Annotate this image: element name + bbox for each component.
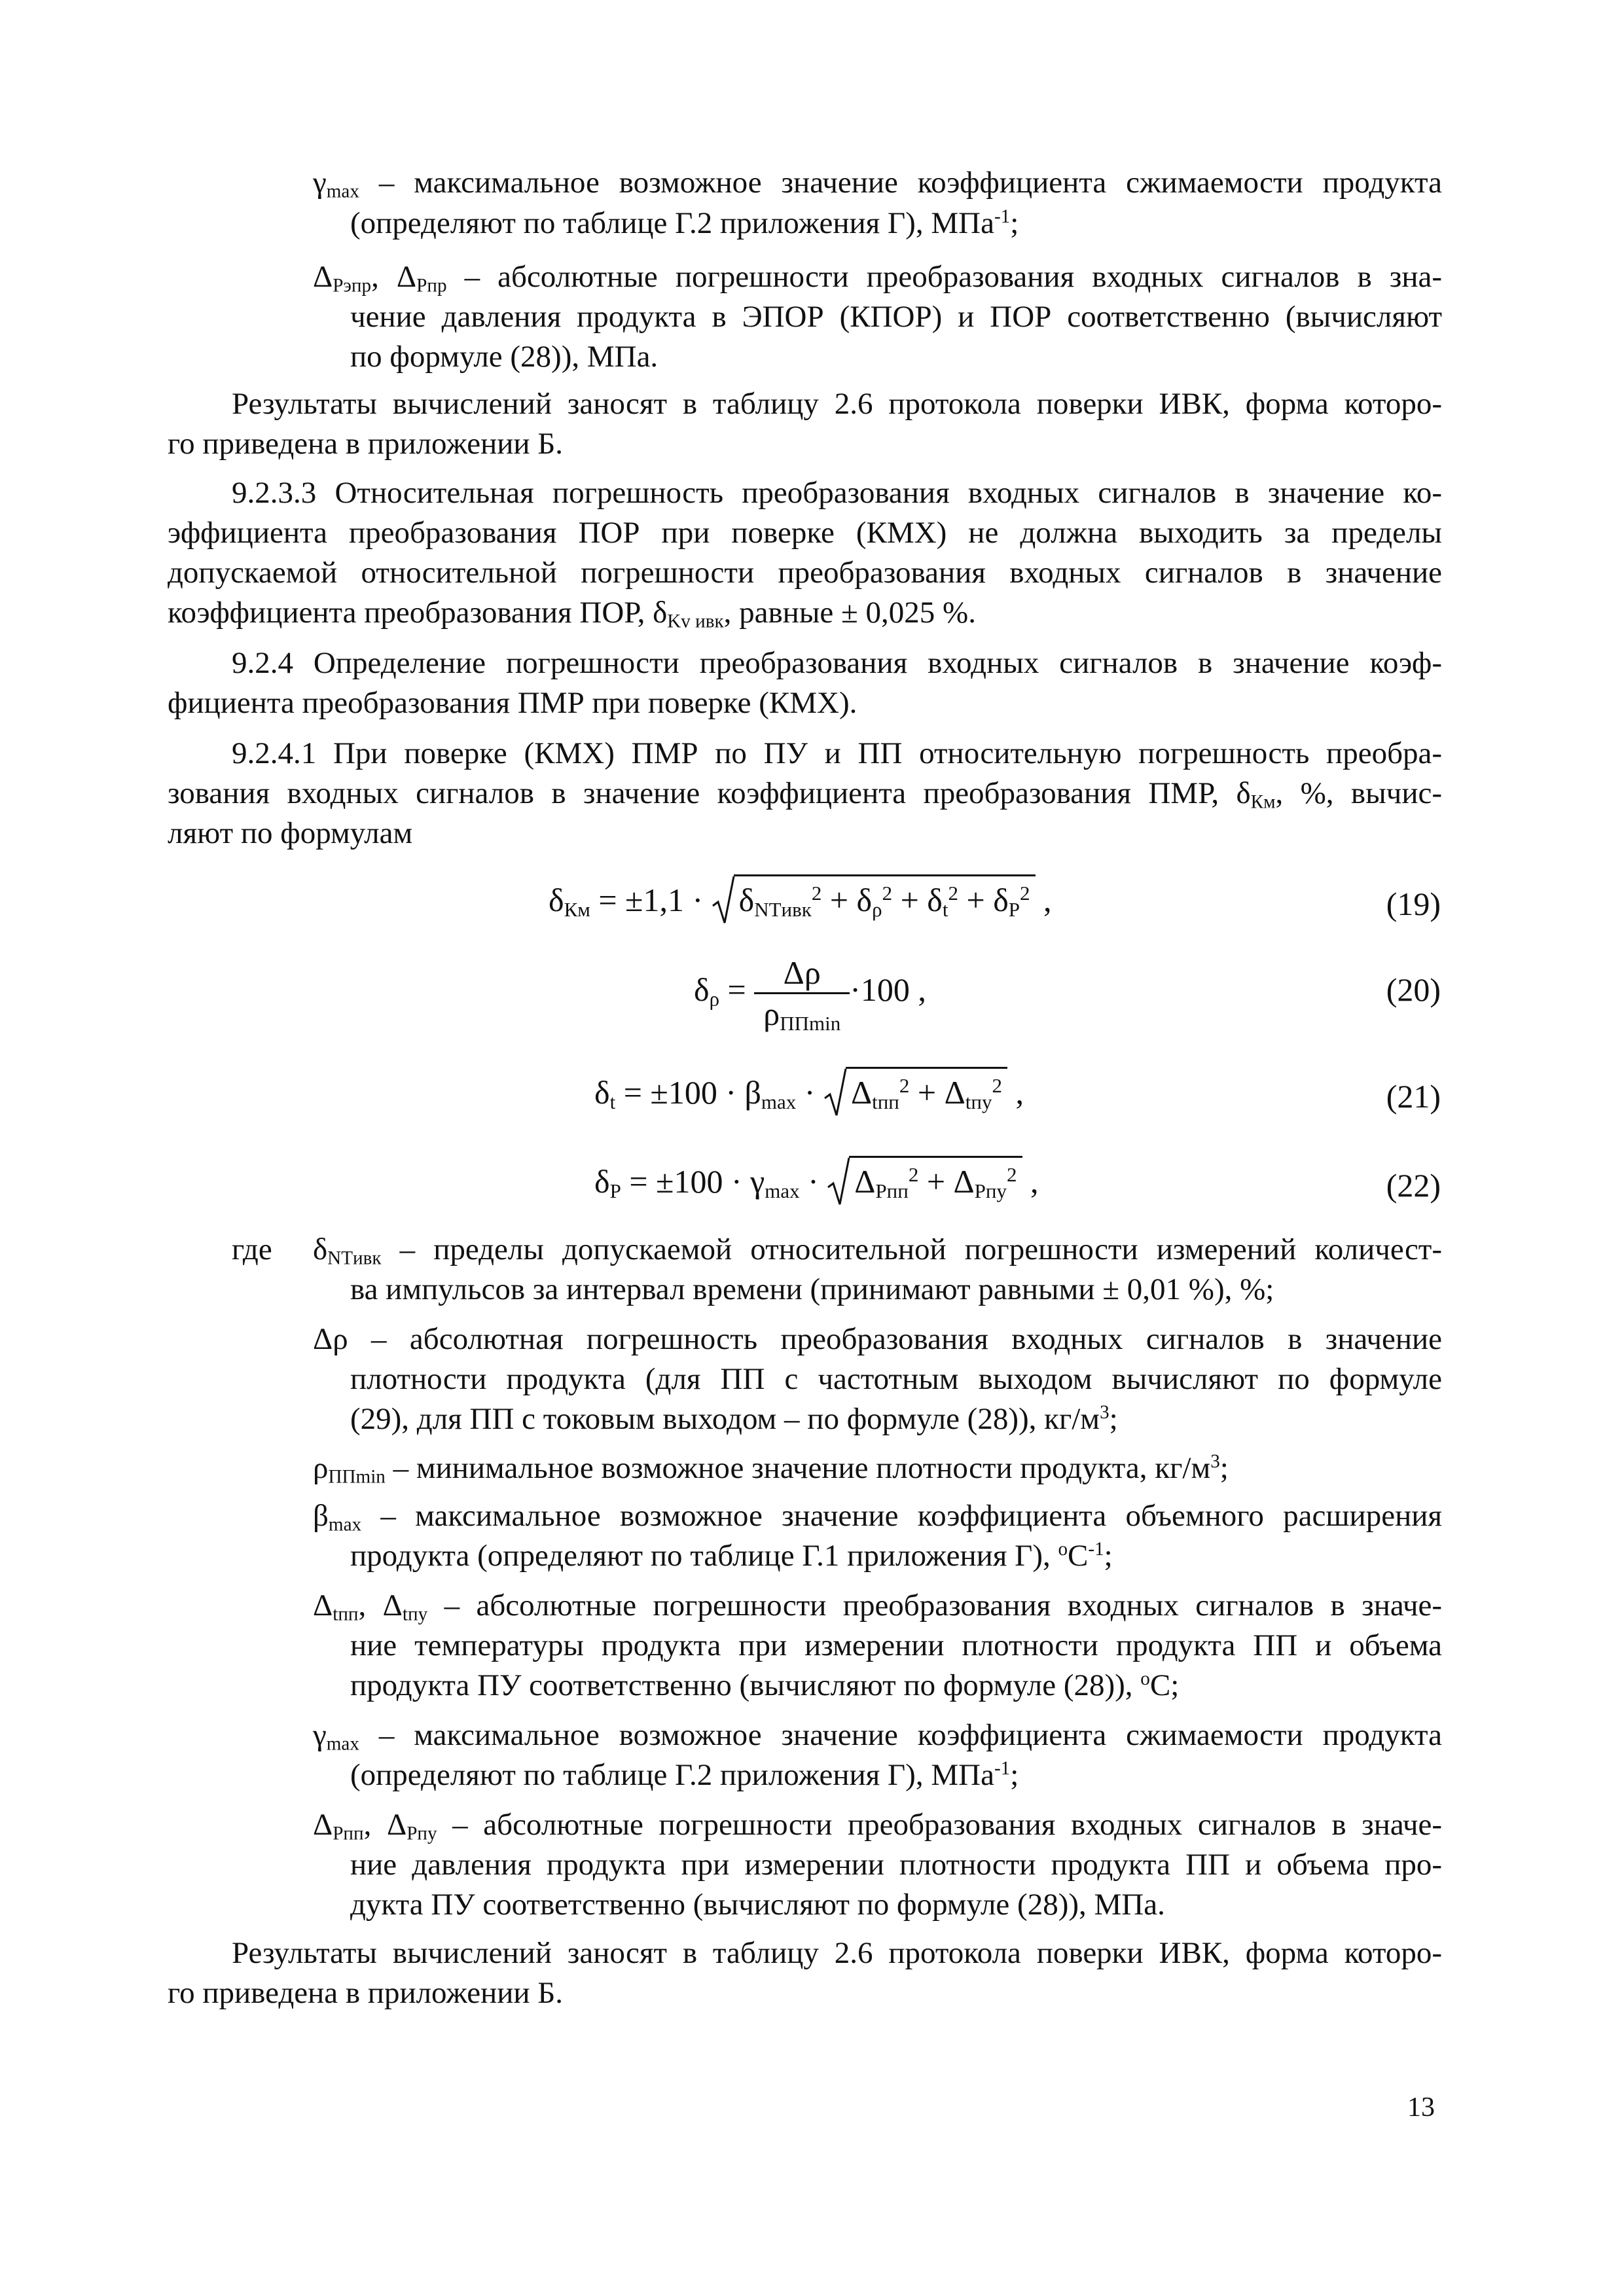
definition-delta-p-2-line-2: ние давления продукта при измерении плотности продукта ПП и объема про- bbox=[350, 1848, 1442, 1882]
subscript: max bbox=[761, 1090, 797, 1113]
text: зования входных сигналов в значение коэффициента преобразования ПМР, δ bbox=[168, 776, 1251, 810]
definition-delta-rho-line-2: плотности продукта (для ПП с частотным выходом вычисляют по формуле bbox=[350, 1362, 1442, 1396]
text: – абсолютные погрешности преобразования входных сигналов в значе- bbox=[437, 1808, 1442, 1842]
definition-delta-nt-line-2: ва импульсов за интервал времени (принимают равными ± 0,01 %), %; bbox=[350, 1272, 1274, 1306]
equation-20-number: (20) bbox=[1386, 971, 1441, 1008]
definition-rho-min bbox=[313, 1448, 1442, 1488]
subscript: max bbox=[326, 1733, 359, 1755]
subscript: P bbox=[609, 1179, 621, 1202]
text: , %, вычис- bbox=[1275, 776, 1442, 810]
equation-19 bbox=[549, 874, 1052, 920]
definition-gamma-line-1 bbox=[313, 162, 1442, 203]
results-paragraph-final-line-1: Результаты вычислений заносят в таблицу 2.6 протокола поверки ИВК, форма которо- bbox=[232, 1936, 1442, 1970]
section-9-2-3-3-line-3: допускаемой относительной погрешности преобразования входных сигналов в значение bbox=[168, 556, 1442, 590]
definition-delta-t-line-3 bbox=[350, 1665, 1442, 1706]
text: ; bbox=[1219, 1451, 1229, 1485]
definition-delta-p-2-line-3: дукта ПУ соответственно (вычисляют по формуле (28)), МПа. bbox=[350, 1888, 1165, 1922]
text: , bbox=[1035, 882, 1052, 918]
section-9-2-4-1-line-1: 9.2.4.1 При поверке (КМХ) ПМР по ПУ и ПП относительную погрешность преобра- bbox=[232, 736, 1442, 770]
equation-21-number: (21) bbox=[1386, 1078, 1441, 1115]
superscript: 3 bbox=[1210, 1450, 1220, 1472]
fraction: $\frac{\Delta\rho}{\rho_{ППmin}}$ bbox=[754, 953, 850, 1033]
definition-delta-t-line-1 bbox=[313, 1585, 1442, 1626]
text: продукта ПУ соответственно (вычисляют по формуле (28)), bbox=[350, 1668, 1141, 1702]
text: – максимальное возможное значение коэффициента сжимаемости продукта bbox=[359, 166, 1442, 200]
subscript: Pэпр bbox=[333, 275, 372, 296]
subscript: tпп bbox=[333, 1604, 359, 1625]
symbol: , Δ bbox=[363, 1808, 407, 1842]
text: (определяют по таблице Г.2 приложения Г), МПа bbox=[350, 1758, 994, 1792]
symbol: δ bbox=[594, 1163, 610, 1200]
text: – абсолютные погрешности преобразования входных сигналов в значе- bbox=[427, 1588, 1442, 1623]
definition-gamma-max-2-line-2 bbox=[350, 1755, 1442, 1795]
symbol: β bbox=[313, 1499, 329, 1533]
equation-22 bbox=[594, 1156, 1039, 1201]
superscript: 3 bbox=[1100, 1401, 1110, 1423]
text: – максимальное возможное значение коэффициента сжимаемости продукта bbox=[359, 1718, 1442, 1752]
superscript: -1 bbox=[1088, 1538, 1104, 1560]
subscript: t bbox=[609, 1090, 616, 1113]
square-root: $\Delta_{tпп}^2 + \Delta_{tпу}^2$ bbox=[823, 1067, 1007, 1112]
superscript: -1 bbox=[994, 1757, 1011, 1779]
symbol: γ bbox=[313, 166, 327, 200]
symbol: γ bbox=[313, 1718, 327, 1752]
results-paragraph-line-2: го приведена в приложении Б. bbox=[168, 427, 564, 461]
section-9-2-3-3-line-4 bbox=[168, 592, 1442, 633]
definition-gamma-line-2 bbox=[350, 203, 1442, 243]
definition-delta-p-line-3: по формуле (28)), МПа. bbox=[350, 340, 659, 374]
definition-beta-max-line-2 bbox=[350, 1535, 1442, 1576]
text: = bbox=[719, 971, 755, 1008]
subscript: max bbox=[328, 1514, 362, 1535]
subscript: NTивк bbox=[327, 1247, 382, 1269]
page-number: 13 bbox=[1407, 2092, 1435, 2123]
text: , равные ± 0,025 %. bbox=[723, 596, 976, 630]
text: ·100 , bbox=[850, 971, 926, 1008]
text: – максимальное возможное значение коэффициента объемного расширения bbox=[361, 1499, 1442, 1533]
text: коэффициента преобразования ПОР, δ bbox=[168, 596, 668, 630]
subscript: Км bbox=[1250, 791, 1276, 813]
section-9-2-4-line-1: 9.2.4 Определение погрешности преобразования входных сигналов в значение коэф- bbox=[232, 646, 1442, 680]
subscript: tпу bbox=[402, 1604, 428, 1625]
text: , bbox=[1022, 1163, 1039, 1200]
text: · bbox=[796, 1074, 823, 1111]
definition-delta-t-line-2: ние температуры продукта при измерении плотности продукта ПП и объема bbox=[350, 1628, 1442, 1662]
text: продукта (определяют по таблице Г.1 приложения Г), bbox=[350, 1539, 1058, 1573]
symbol: δ bbox=[549, 882, 564, 918]
symbol: δ bbox=[594, 1074, 610, 1111]
where-label: где bbox=[232, 1232, 272, 1266]
text: ; bbox=[1109, 1402, 1118, 1436]
subscript: ρ bbox=[709, 987, 720, 1011]
definition-delta-p-line-1 bbox=[313, 257, 1442, 297]
symbol: Δ bbox=[313, 1808, 333, 1842]
subscript: Pпр bbox=[416, 275, 447, 296]
equation-20 bbox=[694, 953, 926, 1033]
symbol: δ bbox=[694, 971, 710, 1008]
symbol: ρ bbox=[313, 1451, 329, 1485]
subscript: max bbox=[326, 181, 359, 202]
text: = ±100 · γ bbox=[621, 1163, 765, 1200]
section-9-2-4-line-2: фициента преобразования ПМР при поверке (КМХ). bbox=[168, 686, 857, 720]
square-root: $\Delta_{Pпп}^2 + \Delta_{Pпу}^2$ bbox=[827, 1156, 1022, 1201]
equation-22-number: (22) bbox=[1386, 1167, 1441, 1204]
results-paragraph-final-line-2: го приведена в приложении Б. bbox=[168, 1976, 564, 2010]
superscript: -1 bbox=[994, 206, 1011, 227]
text: (29), для ПП с токовым выходом – по формуле (28)), кг/м bbox=[350, 1402, 1100, 1436]
symbol: , Δ bbox=[371, 260, 417, 294]
definition-delta-p-2-line-1 bbox=[313, 1804, 1442, 1845]
text: = ±100 · β bbox=[615, 1074, 761, 1111]
text: – абсолютные погрешности преобразования входных сигналов в зна- bbox=[446, 260, 1442, 294]
equation-19-number: (19) bbox=[1386, 886, 1441, 922]
symbol: δ bbox=[313, 1232, 328, 1266]
text: , bbox=[1007, 1074, 1024, 1111]
subscript: ППmin bbox=[328, 1466, 386, 1488]
results-paragraph-line-1: Результаты вычислений заносят в таблицу 2.6 протокола поверки ИВК, форма которо- bbox=[232, 387, 1442, 421]
symbol: Δ bbox=[313, 260, 333, 294]
definition-delta-nt-line-1 bbox=[313, 1229, 1442, 1270]
subscript: Pпу bbox=[406, 1823, 437, 1844]
text: ; bbox=[1010, 1758, 1019, 1792]
section-9-2-4-1-line-3: ляют по формулам bbox=[168, 816, 413, 850]
text: – пределы допускаемой относительной погрешности измерений количест- bbox=[381, 1232, 1442, 1266]
symbol: Δ bbox=[313, 1588, 333, 1623]
text: С; bbox=[1149, 1668, 1180, 1702]
text: – минимальное возможное значение плотности продукта, кг/м bbox=[385, 1451, 1211, 1485]
subscript: Pпп bbox=[333, 1823, 364, 1844]
text: (определяют по таблице Г.2 приложения Г), МПа bbox=[350, 206, 994, 240]
superscript: o bbox=[1058, 1538, 1068, 1560]
text: · bbox=[799, 1163, 827, 1200]
symbol: , Δ bbox=[358, 1588, 403, 1623]
subscript: max bbox=[765, 1179, 800, 1202]
equation-21 bbox=[594, 1067, 1024, 1112]
definition-delta-p-line-2: чение давления продукта в ЭПОР (КПОР) и ПОР соответственно (вычисляют bbox=[350, 300, 1442, 334]
definition-gamma-max-2-line-1 bbox=[313, 1715, 1442, 1755]
section-9-2-4-1-line-2 bbox=[168, 773, 1442, 814]
definition-delta-rho-line-3 bbox=[350, 1399, 1442, 1439]
text: ; bbox=[1104, 1539, 1113, 1573]
subscript: Км bbox=[564, 897, 590, 921]
text: = ±1,1 · bbox=[590, 882, 712, 918]
section-9-2-3-3-line-2: эффициента преобразования ПОР при поверке (КМХ) не должна выходить за пределы bbox=[168, 516, 1442, 550]
definition-beta-max-line-1 bbox=[313, 1496, 1442, 1536]
text: ; bbox=[1010, 206, 1019, 240]
superscript: o bbox=[1140, 1668, 1150, 1689]
section-9-2-3-3-line-1: 9.2.3.3 Относительная погрешность преобразования входных сигналов в значение ко- bbox=[232, 476, 1442, 510]
text: С bbox=[1068, 1539, 1089, 1573]
square-root: $\delta_{NTивк}^2 + \delta_\rho^2 + \delta_t^2 + \delta_P^2$ bbox=[712, 874, 1036, 920]
definition-delta-rho-line-1: Δρ – абсолютная погрешность преобразования входных сигналов в значение bbox=[313, 1322, 1442, 1356]
subscript: Kv ивк bbox=[667, 611, 724, 632]
